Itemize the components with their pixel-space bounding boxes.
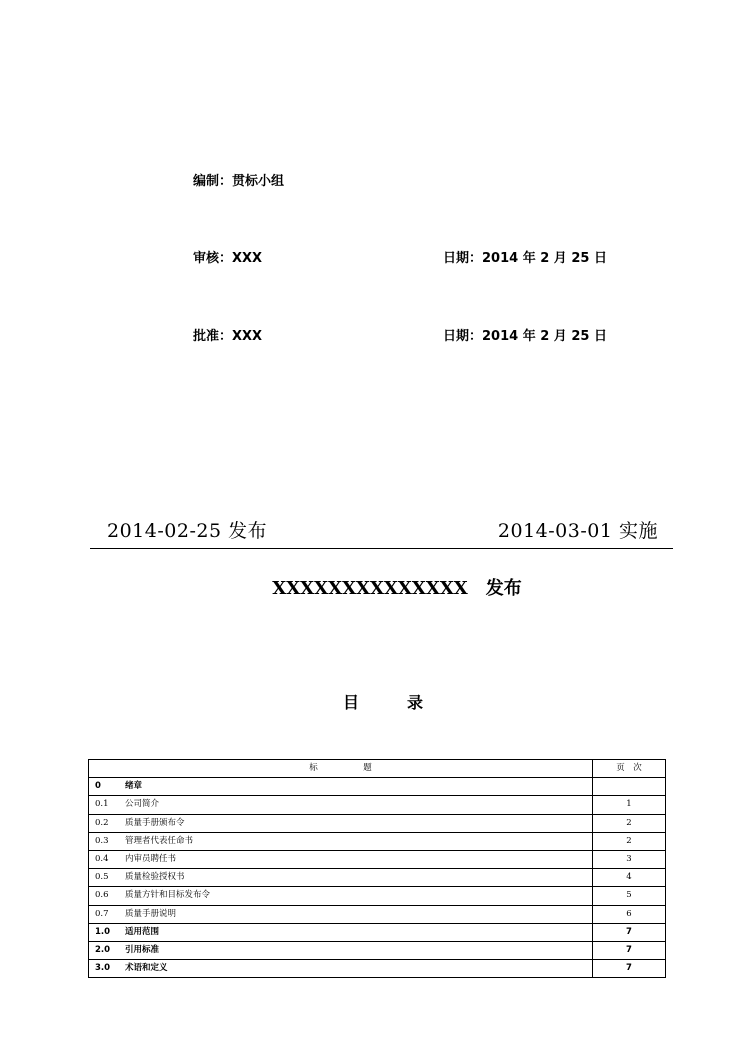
toc-entry-page: 7 — [593, 923, 666, 941]
compiled-by: 编制：贯标小组 — [193, 174, 285, 189]
toc-entry — [89, 960, 593, 978]
toc-entry-number: 0.4 — [95, 854, 109, 865]
toc-entry — [89, 941, 593, 959]
toc-row — [89, 796, 666, 814]
toc-entry-title: 适用范围 — [125, 926, 160, 937]
toc-entry — [89, 796, 593, 814]
toc-row — [89, 814, 666, 832]
toc-title-right: 录 — [407, 693, 424, 712]
toc-entry-page: 1 — [593, 796, 666, 814]
toc-entry-page: 3 — [593, 850, 666, 868]
toc-entry-number: 1.0 — [95, 926, 111, 937]
toc-entry-page: 2 — [593, 832, 666, 850]
toc-entry-title: 术语和定义 — [125, 963, 168, 974]
toc-entry-title: 绪章 — [125, 781, 143, 792]
toc-entry-number: 0.7 — [95, 908, 109, 919]
toc-entry — [89, 905, 593, 923]
toc-entry-title: 管理者代表任命书 — [125, 835, 194, 846]
toc-header-title-b: 题 — [363, 763, 372, 774]
toc-entry — [89, 814, 593, 832]
approve-date: 日期：2014 年 2 月 25 日 — [443, 329, 607, 344]
toc-row — [89, 905, 666, 923]
toc-entry-number: 0.1 — [95, 799, 109, 810]
reviewed-by: 审核：XXX — [193, 251, 263, 266]
toc-entry-title: 内审员聘任书 — [125, 854, 177, 865]
toc-row — [89, 923, 666, 941]
toc-header-title — [89, 760, 593, 778]
toc-entry-number: 3.0 — [95, 963, 111, 974]
toc-entry-title: 质量方针和目标发布令 — [125, 890, 211, 901]
toc-entry-title: 引用标准 — [125, 944, 160, 955]
toc-entry-number: 2.0 — [95, 944, 111, 955]
toc-row — [89, 941, 666, 959]
toc-header-title-a: 标 — [309, 763, 318, 774]
toc-table — [88, 759, 666, 978]
toc-entry-number: 0.6 — [95, 890, 109, 901]
toc-entry-number: 0.5 — [95, 872, 109, 883]
toc-row — [89, 778, 666, 796]
toc-entry-page: 7 — [593, 960, 666, 978]
toc-entry-number: 0.2 — [95, 817, 109, 828]
divider-rule — [90, 548, 673, 549]
issuer-line: XXXXXXXXXXXXXX 发布 — [272, 578, 522, 599]
toc-entry-page: 4 — [593, 869, 666, 887]
toc-entry — [89, 850, 593, 868]
toc-entry-page: 2 — [593, 814, 666, 832]
toc-row — [89, 887, 666, 905]
toc-entry-title: 公司简介 — [125, 799, 160, 810]
toc-entry-title: 质量手册颁布令 — [125, 817, 185, 828]
toc-entry — [89, 887, 593, 905]
toc-entry-page: 6 — [593, 905, 666, 923]
toc-entry-page: 5 — [593, 887, 666, 905]
toc-entry-number: 0.3 — [95, 835, 109, 846]
toc-row — [89, 850, 666, 868]
publish-date: 2014-02-25 发布 — [107, 520, 268, 542]
toc-entry-page: 7 — [593, 941, 666, 959]
toc-header-row — [89, 760, 666, 778]
toc-row — [89, 960, 666, 978]
toc-entry — [89, 923, 593, 941]
implement-date: 2014-03-01 实施 — [497, 520, 658, 542]
toc-row — [89, 832, 666, 850]
toc-entry-title: 质量检验授权书 — [125, 872, 185, 883]
toc-entry — [89, 832, 593, 850]
toc-entry-number: 0 — [95, 781, 101, 792]
approved-by: 批准：XXX — [193, 329, 263, 344]
toc-entry — [89, 778, 593, 796]
toc-entry — [89, 869, 593, 887]
toc-header-page: 页 次 — [593, 760, 666, 778]
toc-row — [89, 869, 666, 887]
toc-entry-page — [593, 778, 666, 796]
review-date: 日期：2014 年 2 月 25 日 — [443, 251, 607, 266]
toc-entry-title: 质量手册说明 — [125, 908, 177, 919]
toc-title-left: 目 — [343, 693, 360, 712]
